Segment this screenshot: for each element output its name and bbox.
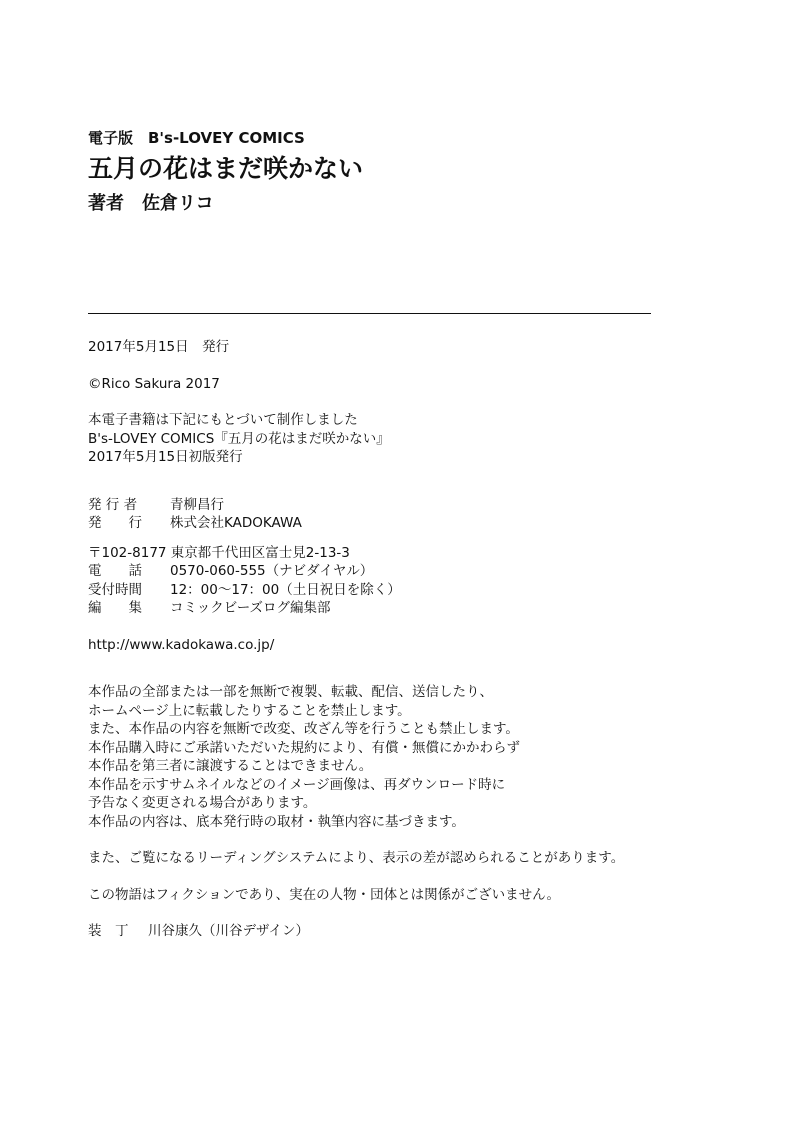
divider-line [88, 313, 651, 314]
notice-line: 予告なく変更される場合があります。 [88, 795, 317, 811]
publisher-label: 発 行 者 [88, 496, 138, 513]
source-line: 本電子書籍は下記にもとづいて制作しました [88, 412, 358, 428]
display-note: また、ご覧になるリーディングシステムにより、表示の差が認められることがあります。 [88, 850, 625, 866]
notice-line: 本作品を第三者に譲渡することはできません。 [88, 758, 373, 774]
editor-label: 編 集 [88, 600, 142, 616]
phone-value: 0570-060-555（ナビダイヤル） [170, 563, 374, 579]
design-row [88, 922, 688, 941]
source-info [88, 411, 688, 467]
publication-date: 2017年5月15日 発行 [88, 339, 230, 355]
notice-line: ホームページ上に転載したりすることを禁止します。 [88, 702, 411, 719]
author-line: 著者 佐倉リコ [88, 193, 214, 214]
publisher-value: 青柳昌行 [170, 496, 224, 513]
notice-line: 本作品購入時にご承諾いただいた規約により、有償・無償にかかわらず [88, 739, 520, 756]
hours-label: 受付時間 [88, 581, 142, 598]
address: 〒102-8177 東京都千代田区富士見2-13-3 [88, 544, 350, 561]
publisher-info [88, 496, 688, 533]
notice-line: 本作品の全部または一部を無断で複製、転載、配信、送信したり、 [88, 684, 493, 700]
fiction-note: この物語はフィクションであり、実在の人物・団体とは関係がございません。 [88, 886, 560, 903]
notice-line: 本作品を示すサムネイルなどのイメージ画像は、再ダウンロード時に [88, 776, 506, 793]
editor-value: コミックビーズログ編集部 [170, 600, 331, 616]
colophon-header [88, 128, 688, 216]
publisher-row [88, 496, 688, 515]
issuer-row [88, 514, 688, 533]
hours-value: 12：00～17：00（土日祝日を除く） [170, 581, 401, 598]
notice-line: 本作品の内容は、底本発行時の取材・執筆内容に基づきます。 [88, 813, 465, 830]
source-line: 2017年5月15日初版発行 [88, 449, 243, 465]
phone-label: 電 話 [88, 563, 142, 579]
colophon-body [88, 338, 688, 941]
hours-row [88, 581, 688, 600]
phone-row [88, 562, 688, 581]
publisher-url-link[interactable]: http://www.kadokawa.co.jp/ [88, 636, 275, 653]
issuer-value: 株式会社KADOKAWA [170, 515, 302, 531]
book-title: 五月の花はまだ咲かない [88, 154, 364, 183]
editor-row [88, 599, 688, 618]
contact-info [88, 544, 688, 618]
notices [88, 683, 688, 831]
copyright: ©Rico Sakura 2017 [88, 375, 220, 392]
source-line: B's-LOVEY COMICS『五月の花はまだ咲かない』 [88, 430, 390, 447]
edition-label: 電子版 B's-LOVEY COMICS [88, 129, 305, 147]
notice-line: また、本作品の内容を無断で改変、改ざん等を行うことも禁止します。 [88, 721, 519, 737]
design-value: 川谷康久（川谷デザイン） [148, 923, 310, 939]
issuer-label: 発 行 [88, 515, 142, 531]
design-label: 装 丁 [88, 923, 129, 939]
